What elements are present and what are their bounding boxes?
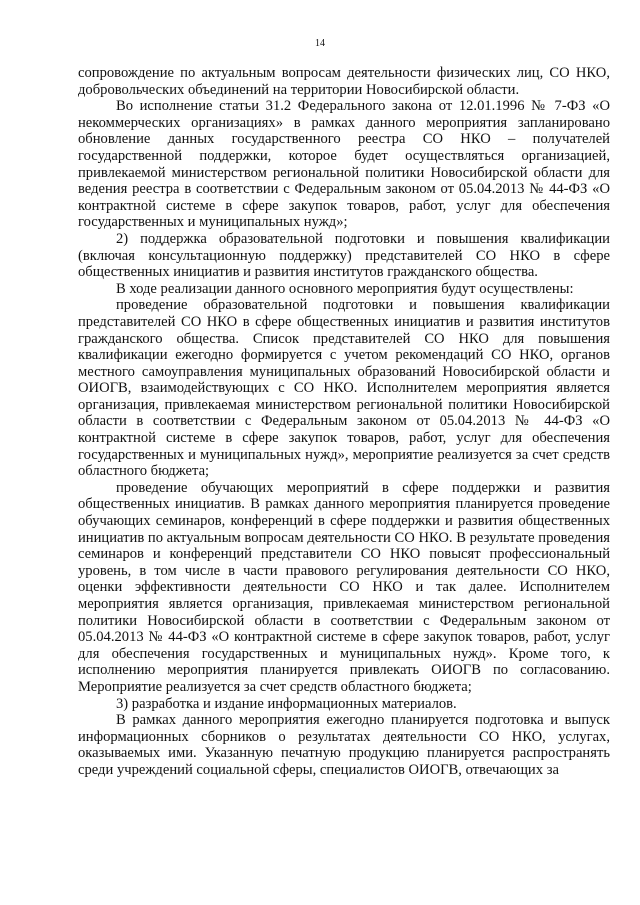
paragraph-5: проведение образовательной подготовки и повышения квалификации представителей СО НКО в сфере общественных инициатив и развития институтов гражданского общества. Список представителей СО НКО для повышения квалификации ежегодно формируется с учетом рекомендаций СО НКО, органов местного самоуправления муниципальных образований Новосибирской области и ОИОГВ, взаимодействующих с СО НКО. Исполнителем мероприятия является организация, привлекаемая министерством региональной политики Новосибирской области в соответствии с Федеральным законом от 05.04.2013 № 44-ФЗ «О контрактной системе в сфере закупок товаров, работ, услуг для обеспечения государственных и муниципальных нужд», мероприятие реализуется за счет средств областного бюджета; bbox=[78, 297, 610, 480]
page-number: 14 bbox=[315, 38, 325, 49]
paragraph-4: В ходе реализации данного основного мероприятия будут осуществлены: bbox=[116, 280, 574, 297]
paragraph-8: В рамках данного мероприятия ежегодно планируется подготовка и выпуск информационных сборников о результатах деятельности СО НКО, услугах, оказываемых ими. Указанную печатную продукцию планируется распространять среди учреждений социальной сферы, специалистов ОИОГВ, отвечающих за bbox=[78, 712, 610, 778]
paragraph-7: 3) разработка и издание информационных материалов. bbox=[116, 695, 457, 712]
paragraph-1: сопровождение по актуальным вопросам деятельности физических лиц, СО НКО, добровольческих объединений на территории Новосибирской области. bbox=[78, 65, 610, 98]
paragraph-3: 2) поддержка образовательной подготовки и повышения квалификации (включая консультационную поддержку) представителей СО НКО в сфере общественных инициатив и развития институтов гражданского общества. bbox=[78, 230, 610, 281]
paragraph-2: Во исполнение статьи 31.2 Федерального закона от 12.01.1996 № 7-ФЗ «О некоммерческих организациях» в рамках данного мероприятия запланировано обновление данных государственного реестра СО НКО – получателей государственной поддержки, которое будет осуществляться организацией, привлекаемой министерством региональной политики Новосибирской области для ведения реестра в соответствии с Федеральным законом от 05.04.2013 № 44-ФЗ «О контрактной системе в сфере закупок товаров, работ, услуг для обеспечения государственных и муниципальных нужд»; bbox=[78, 98, 610, 231]
document-body bbox=[78, 65, 610, 779]
paragraph-6: проведение обучающих мероприятий в сфере поддержки и развития общественных инициатив. В рамках данного мероприятия планируется проведение обучающих семинаров, конференций в сфере поддержки и развития общественных инициатив по актуальным вопросам деятельности СО НКО. В результате проведения семинаров и конференций представители СО НКО повысят профессиональный уровень, в том числе в части правового регулирования деятельности СО НКО, оценки эффективности деятельности СО НКО и так далее. Исполнителем мероприятия является организация, привлекаемая министерством региональной политики Новосибирской области в соответствии с Федеральным законом от 05.04.2013 № 44-ФЗ «О контрактной системе в сфере закупок товаров, работ, услуг для обеспечения государственных и муниципальных нужд». Кроме того, к исполнению мероприятия планируется привлекать ОИОГВ по согласованию. Мероприятие реализуется за счет средств областного бюджета; bbox=[78, 479, 610, 695]
